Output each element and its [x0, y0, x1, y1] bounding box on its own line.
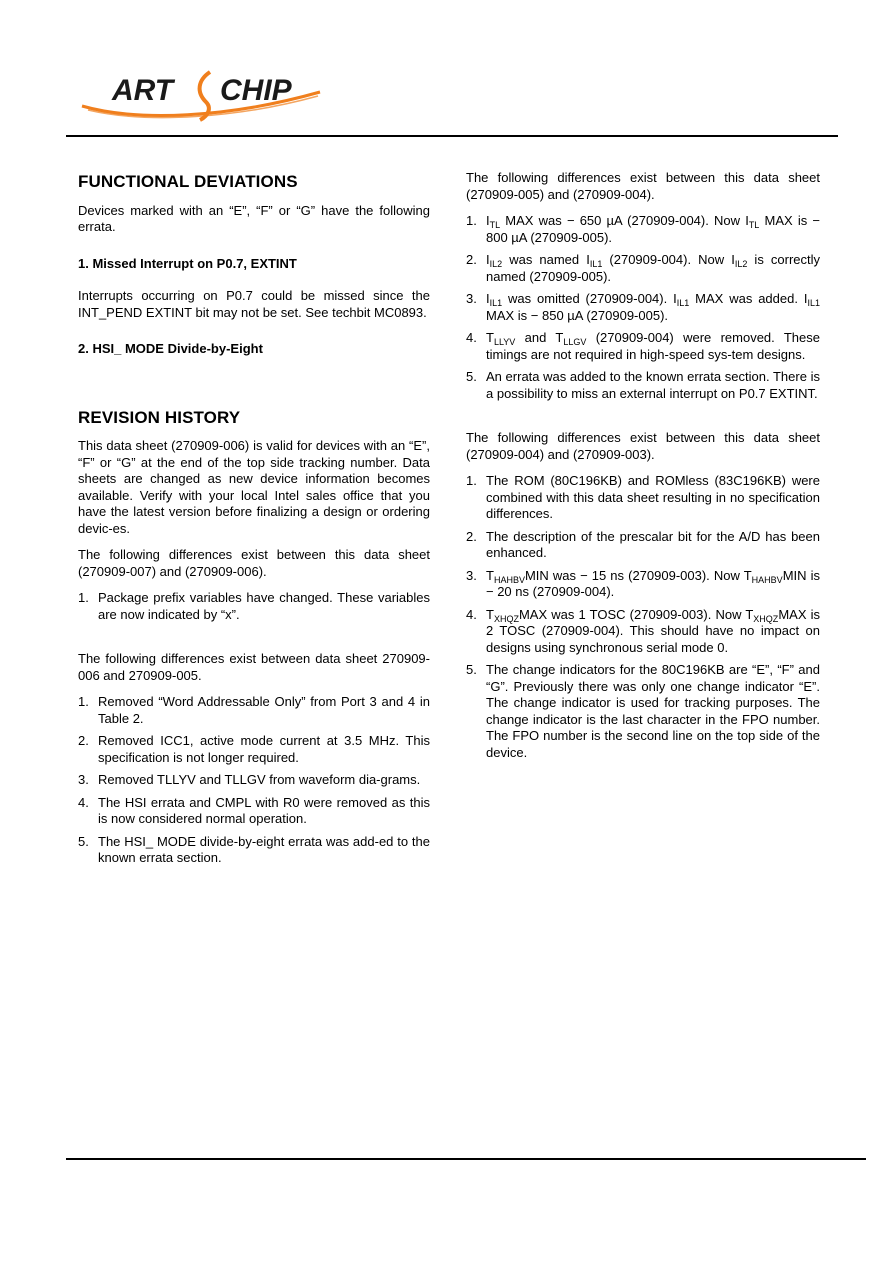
functional-deviations-heading: FUNCTIONAL DEVIATIONS [78, 172, 298, 191]
diff-006-intro: The following differences exist between data sheet 270909-006 and 270909-005. [78, 651, 430, 683]
diff-004-intro: The following differences exist between this data sheet (270909-004) and (270909-003). [466, 430, 820, 462]
list-item: 5. An errata was added to the known errata section. There is a possibility to miss an external interrupt on P0.7 EXTINT. [466, 369, 820, 401]
list-item: 4. $T_{XHQZ}MAX$ was 1 TOSC (270909-003). Now $T_{XHQZ}MAX$ is 2 TOSC (270909-004). This should have no impact on designs using synchronous serial mode 0. [466, 606, 821, 655]
list-item: 3. $I_{IL1}$ was omitted (270909-004). $I_{IL1}$ MAX was added. $I_{IL1}$ MAX is − 850 µA (270909-005). [466, 291, 820, 323]
diff-004-list [466, 473, 820, 761]
list-item: 5. The change indicators for the 80C196KB are “E”, “F” and “G”. Previously there was only one change indicator “E”. The change indicator is used for tracking purposes. The change indicator is the last character in the FPO number. The FPO number is the second line on the top side of the device. [466, 662, 820, 760]
logo-text-chip: CHIP [220, 74, 292, 107]
list-item: 3. $T_{HAHBV}MIN$ was − 15 ns (270909-003). Now $T_{HAHBV}MIN$ is − 20 ns (270909-004). [466, 567, 820, 599]
list-item: 3. Removed TLLYV and TLLGV from waveform dia-grams. [78, 772, 421, 787]
diff-005-list [466, 213, 820, 402]
diff-007-list [78, 590, 430, 623]
errata-2-title: 2. HSI_ MODE Divide-by-Eight [78, 341, 263, 356]
errata-1-title: 1. Missed Interrupt on P0.7, EXTINT [78, 255, 297, 271]
header-rule [66, 135, 838, 137]
diff-005-intro: The following differences exist between this data sheet (270909-005) and (270909-004). [466, 170, 820, 202]
list-item: 2. Removed ICC1, active mode current at 3.5 MHz. This specification is not longer required. [78, 733, 430, 765]
diff-007-intro: The following differences exist between this data sheet (270909-007) and (270909-006). [78, 547, 430, 579]
logo-text-art: ART [112, 74, 174, 107]
diff-006-list [78, 694, 430, 867]
revision-history-heading: REVISION HISTORY [78, 407, 241, 427]
list-item: 4. The HSI errata and CMPL with R0 were removed as this is now considered normal operation. [78, 794, 430, 826]
list-item: 1. The ROM (80C196KB) and ROMless (83C196KB) were combined with this data sheet resulting in no specification differences. [466, 473, 820, 521]
left-column [78, 168, 430, 877]
list-item: 5. The HSI_ MODE divide-by-eight errata was add-ed to the known errata section. [78, 833, 430, 865]
errata-1-text: Interrupts occurring on P0.7 could be missed since the INT_PEND EXTINT bit may not be set. See techbit MC0893. [78, 288, 430, 320]
list-item: 2. The description of the prescalar bit for the A/D has been enhanced. [466, 528, 820, 560]
list-item: 1. $I_{TL}$ MAX was − 650 µA (270909-004). Now $I_{TL}$ MAX is − 800 µA (270909-005). [466, 213, 820, 245]
revision-intro: This data sheet (270909-006) is valid for devices with an “E”, “F” or “G” at the end of the top side tracking number. Data sheets are changed as new device information becomes available. Verify with your local Intel sales office that you have the latest version before finalizing a design or ordering devic-es. [78, 438, 430, 536]
list-item: 1. Package prefix variables have changed. These variables are now indicated by “x”. [78, 590, 430, 622]
functional-intro: Devices marked with an “E”, “F” or “G” have the following errata. [78, 202, 430, 234]
right-column [466, 170, 820, 771]
artschip-logo [78, 62, 328, 122]
footer-rule [66, 1158, 866, 1160]
list-item: 1. Removed “Word Addressable Only” from Port 3 and 4 in Table 2. [78, 694, 430, 726]
list-item: 4. $T_{LLYV}$ and $T_{LLGV}$ (270909-004) were removed. These timings are not required in high-speed sys-tem designs. [466, 330, 820, 362]
list-item: 2. $I_{IL2}$ was named $I_{IL1}$ (270909-004). Now $I_{IL2}$ is correctly named (270909-005). [466, 252, 820, 284]
